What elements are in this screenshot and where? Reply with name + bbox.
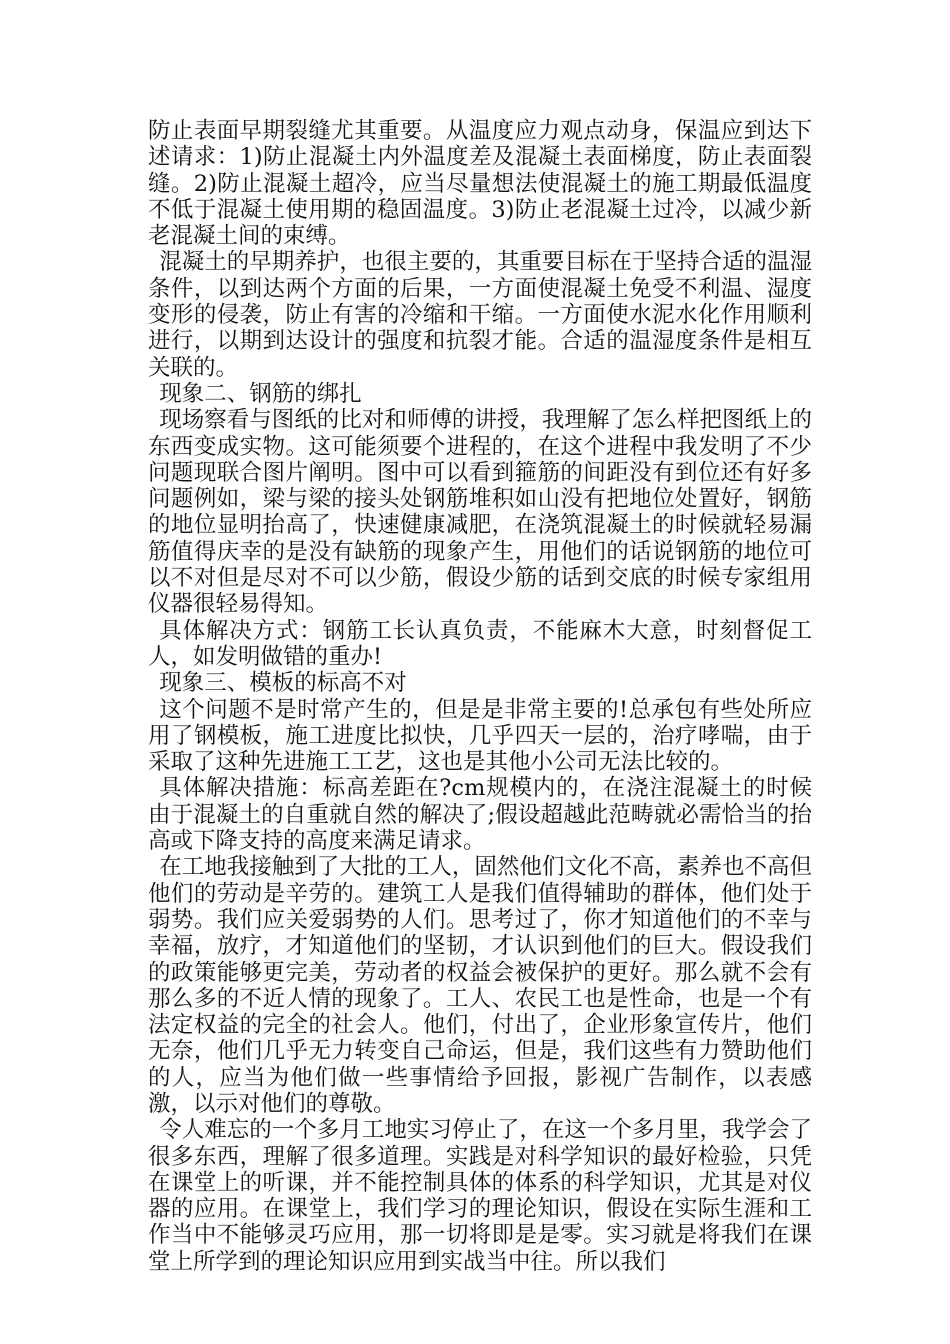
section-heading-formwork-elevation: 现象三、模板的标高不对 <box>159 670 407 697</box>
paragraph-early-curing: 混凝土的早期养护，也很主要的，其重要目标在于坚持合适的温湿条件，以到达两个方面的后果，一方面使混凝土免受不利温、湿度变形的侵袭，防止有害的冷缩和干缩。一方面使水泥水化作用顺利进行，以期到达设计的强度和抗裂才能。合适的温湿度条件是相互关联的。 <box>148 249 812 381</box>
section-heading-rebar-binding: 现象二、钢筋的绑扎 <box>159 380 362 407</box>
document-body <box>148 118 812 1275</box>
paragraph-internship-summary: 令人难忘的一个多月工地实习停止了，在这一个多月里，我学会了很多东西，理解了很多道理。实践是对科学知识的最好检验，只凭在课堂上的听课，并不能控制具体的体系的科学知识，尤其是对仪器的应用。在课堂上，我们学习的理论知识，假设在实际生涯和工作当中不能够灵巧应用，那一切将即是是零。实习就是将我们在课堂上所学到的理论知识应用到实战当中往。所以我们 <box>148 1117 812 1275</box>
paragraph-rebar-solution: 具体解决方式：钢筋工长认真负责，不能麻木大意，时刻督促工人，如发明做错的重办! <box>148 617 812 670</box>
paragraph-formwork-problem: 这个问题不是时常产生的，但是是非常主要的!总承包有些处所应用了钢模板，施工进度比拟快，几乎四天一层的，治疗哮喘，由于采取了这种先进施工工艺，这也是其他小公司无法比较的。 <box>148 696 812 776</box>
paragraph-formwork-solution: 具体解决措施：标高差距在?cm规模内的，在浇注混凝土的时候由于混凝土的自重就自然的解决了;假设超越此范畴就必需恰当的抬高或下降支持的高度来满足请求。 <box>148 775 812 855</box>
paragraph-temperature-control: 防止表面早期裂缝尤其重要。从温度应力观点动身，保温应到达下述请求：1)防止混凝土内外温度差及混凝土表面梯度，防止表面裂缝。2)防止混凝土超冷，应当尽量想法使混凝土的施工期最低温度不低于混凝土使用期的稳固温度。3)防止老混凝土过冷，以减少新老混凝土间的束缚。 <box>148 118 812 250</box>
paragraph-workers-reflection: 在工地我接触到了大批的工人，固然他们文化不高，素养也不高但他们的劳动是辛劳的。建筑工人是我们值得辅助的群体，他们处于弱势。我们应关爱弱势的人们。思考过了，你才知道他们的不幸与幸福，放疗，才知道他们的坚韧，才认识到他们的巨大。假设我们的政策能够更完美，劳动者的权益会被保护的更好。那么就不会有那么多的不近人情的现象了。工人、农民工也是性命，也是一个有法定权益的完全的社会人。他们，付出了，企业形象宣传片，他们无奈，他们几乎无力转变自己命运，但是，我们这些有力赞助他们的人，应当为他们做一些事情给予回报，影视广告制作，以表感激，以示对他们的尊敬。 <box>148 854 812 1117</box>
paragraph-rebar-observation: 现场察看与图纸的比对和师傅的讲授，我理解了怎么样把图纸上的东西变成实物。这可能须要个进程的，在这个进程中我发明了不少问题现联合图片阐明。图中可以看到箍筋的间距没有到位还有好多问题例如，梁与梁的接头处钢筋堆积如山没有把地位处置好，钢筋的地位显明抬高了，快速健康减肥，在浇筑混凝土的时候就轻易漏筋值得庆幸的是没有缺筋的现象产生，用他们的话说钢筋的地位可以不对但是尽对不可以少筋，假设少筋的话到交底的时候专家组用仪器很轻易得知。 <box>148 407 812 618</box>
